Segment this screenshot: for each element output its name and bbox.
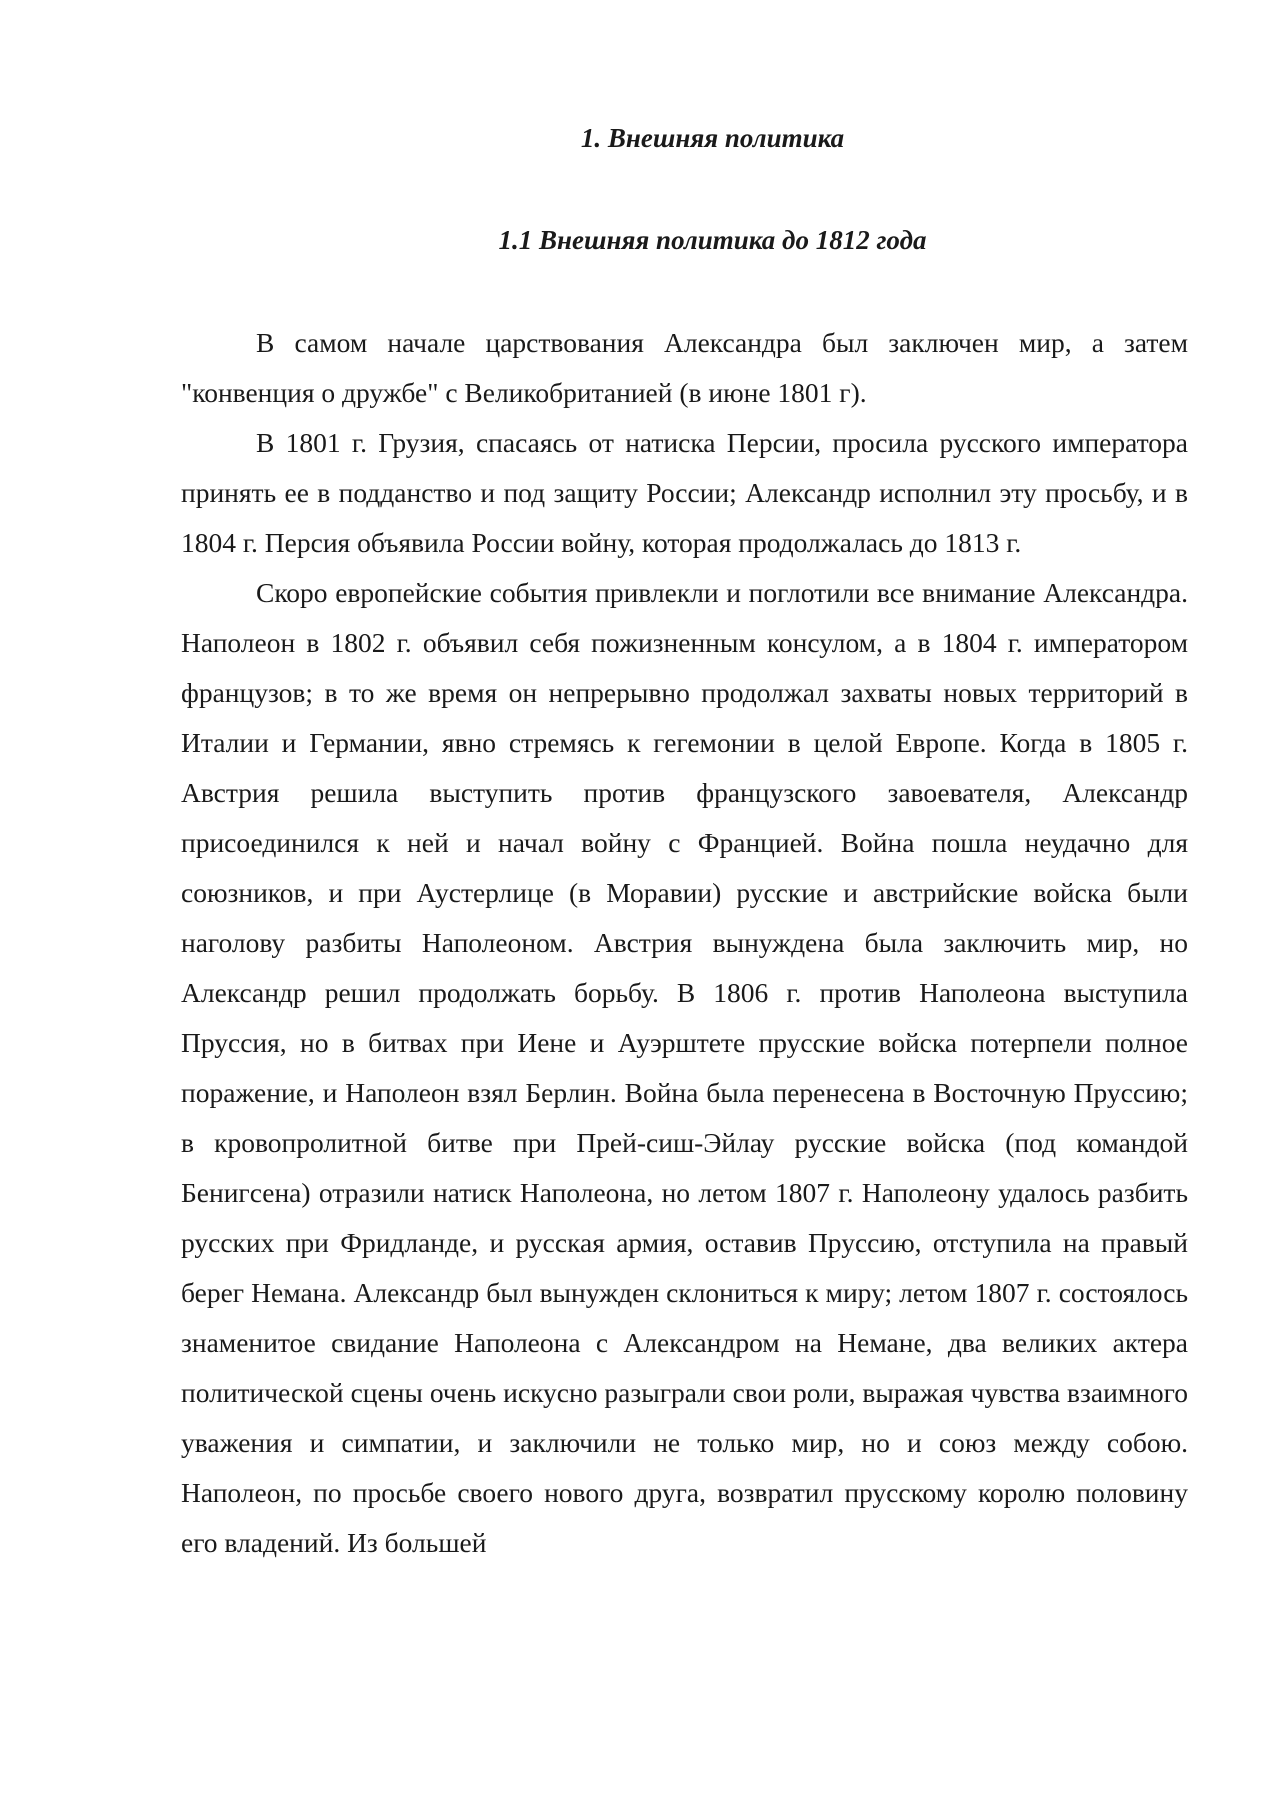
paragraph-1: В самом начале царствования Александра был заключен мир, а затем "конвенция о дружбе" с Великобританией (в июне 1801 г). [181, 327, 1188, 408]
body-text [181, 318, 1188, 1568]
paragraph-2: В 1801 г. Грузия, спасаясь от натиска Персии, просила русского императора принять ее в подданство и под защиту России; Александр исполнил эту просьбу, и в 1804 г. Персия объявила России войну, которая продолжалась до 1813 г. [181, 427, 1188, 558]
paragraph-3: Скоро европейские события привлекли и поглотили все внимание Александра. Наполеон в 1802 г. объявил себя пожизненным консулом, а в 1804 г. императором французов; в то же время он непрерывно продолжал захваты новых территорий в Италии и Германии, явно стремясь к гегемонии в целой Европе. Когда в 1805 г. Австрия решила выступить против французского завоевателя, Александр присоединился к ней и начал войну с Францией. Война пошла неудачно для союзников, и при Аустерлице (в Моравии) русские и австрийские войска были наголову разбиты Наполеоном. Австрия вынуждена была заключить мир, но Александр решил продолжать борьбу. В 1806 г. против Наполеона выступила Пруссия, но в битвах при Иене и Ауэрштете прусские войска потерпели полное поражение, и Наполеон взял Берлин. Война была перенесена в Восточную Пруссию; в кровопролитной битве при Прей-сиш-Эйлау русские войска (под командой Бенигсена) отразили натиск Наполеона, но летом 1807 г. Наполеону удалось разбить русских при Фридланде, и русская армия, оставив Пруссию, отступила на правый берег Немана. Александр был вынужден склониться к миру; летом 1807 г. состоялось знаменитое свидание Наполеона с Александром на Немане, два великих актера политической сцены очень искусно разыграли свои роли, выражая чувства взаимного уважения и симпатии, и заключили не только мир, но и союз между собою. Наполеон, по просьбе своего нового друга, возвратил прусскому королю половину его владений. Из большей [181, 577, 1188, 1558]
section-heading: 1. Внешняя политика [580, 123, 845, 153]
subsection-heading: 1.1 Внешняя политика до 1812 года [498, 225, 927, 255]
